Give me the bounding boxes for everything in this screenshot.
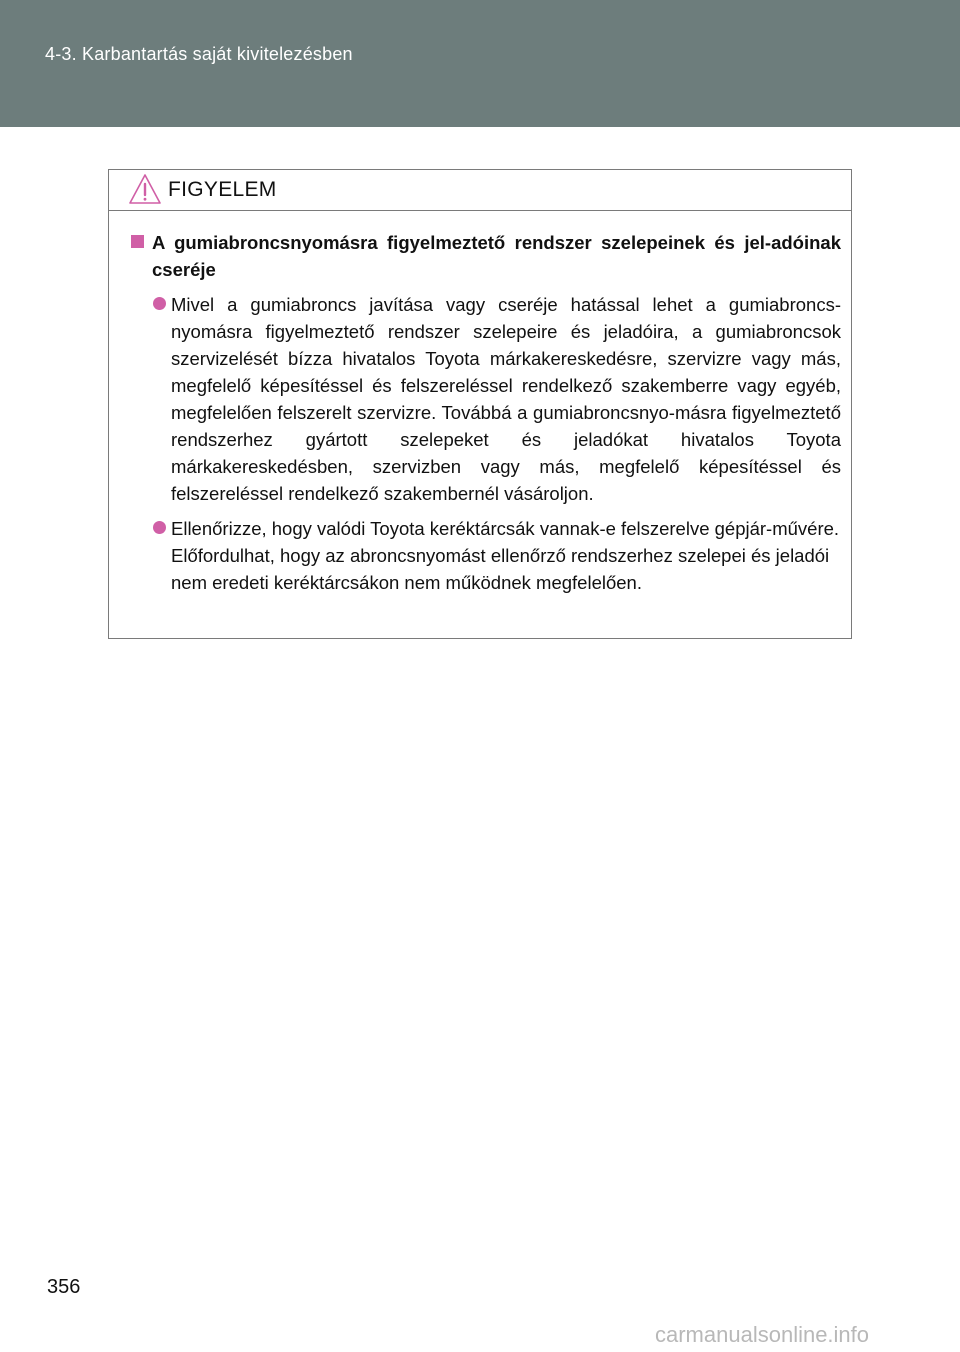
item-text: Mivel a gumiabroncs javítása vagy cseréje hatással lehet a gumiabroncs-nyomásra figyelmeztető rendszer szelepeire és jeladóira, a gumiabroncsok szervizelését bízza hivatalos Toyota márkakereskedésre, szervizre vagy más, megfelelő képesítéssel és felszereléssel rendelkező szakemberre vagy egyéb, megfelelően felszerelt szervizre. Továbbá a gumiabroncsnyo-másra figyelmeztető rendszerhez gyártott szelepeket és jeladókat hivatalos Toyota márkakereskedésben, szervizben vagy más, megfelelő képesítéssel és felszereléssel rendelkező szakembernél vásároljon. — [171, 294, 841, 504]
warning-body — [109, 211, 851, 596]
list-item — [153, 291, 841, 507]
section-title: 4-3. Karbantartás saját kivitelezésben — [45, 44, 353, 64]
list-item — [153, 515, 841, 596]
page-number: 356 — [47, 1276, 81, 1298]
warning-triangle-icon — [128, 173, 162, 205]
warning-box — [108, 169, 852, 639]
item-text-line-1: Ellenőrizze, hogy valódi Toyota keréktárcsák vannak-e felszerelve gépjár-művére. — [171, 518, 840, 539]
square-bullet-icon — [131, 235, 144, 248]
section-header — [0, 0, 960, 127]
circle-bullet-icon — [153, 521, 166, 534]
circle-bullet-icon — [153, 297, 166, 310]
watermark: carmanualsonline.info — [655, 1322, 870, 1347]
topic-title: A gumiabroncsnyomásra figyelmeztető rendszer szelepeinek és jel-adóinak cseréje — [152, 232, 841, 280]
warning-topic — [131, 229, 841, 283]
warning-title: FIGYELEM — [168, 178, 277, 201]
warning-header — [109, 170, 851, 211]
item-text-line-2: Előfordulhat, hogy az abroncsnyomást ellenőrző rendszerhez szelepei és jeladói nem eredeti keréktárcsákon nem működnek megfelelően. — [171, 545, 830, 593]
item-text — [171, 515, 841, 596]
